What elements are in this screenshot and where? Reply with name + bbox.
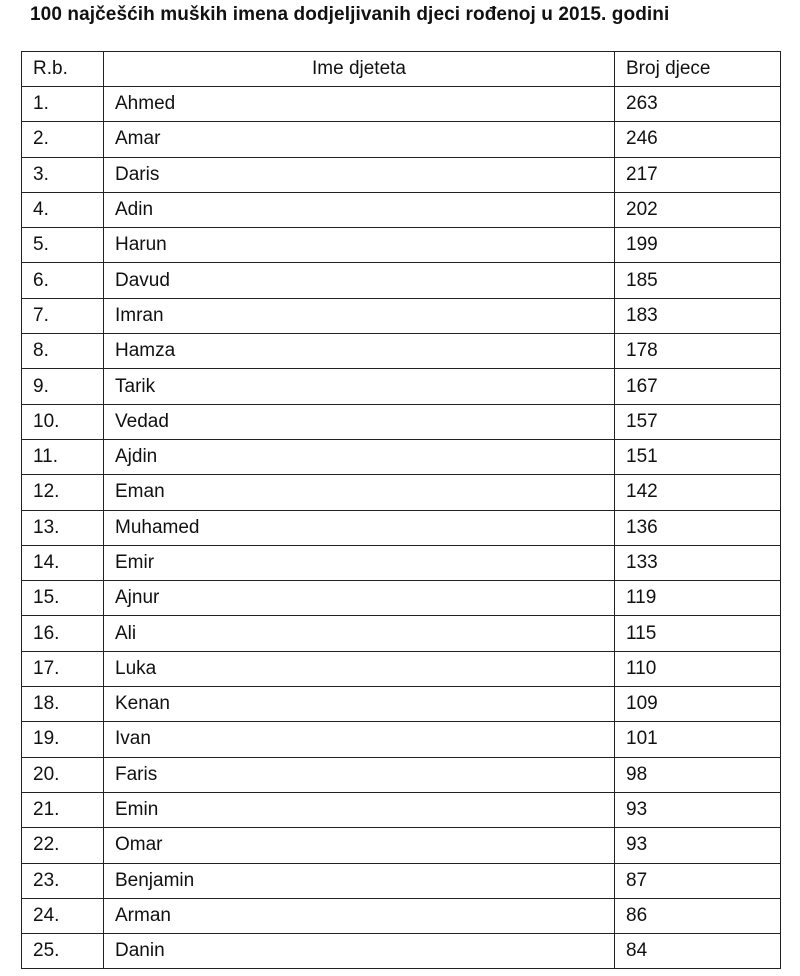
table-row bbox=[22, 687, 781, 722]
count-cell: 136 bbox=[615, 510, 781, 545]
name-cell: Ali bbox=[104, 616, 615, 651]
rank-cell: 13. bbox=[22, 510, 104, 545]
table-row bbox=[22, 934, 781, 969]
name-cell: Tarik bbox=[104, 369, 615, 404]
rank-cell: 22. bbox=[22, 828, 104, 863]
table-row bbox=[22, 581, 781, 616]
count-cell: 93 bbox=[615, 792, 781, 827]
table-body bbox=[22, 87, 781, 969]
rank-cell: 25. bbox=[22, 934, 104, 969]
count-cell: 101 bbox=[615, 722, 781, 757]
count-cell: 86 bbox=[615, 898, 781, 933]
count-cell: 142 bbox=[615, 475, 781, 510]
count-cell: 202 bbox=[615, 192, 781, 227]
rank-cell: 11. bbox=[22, 439, 104, 474]
document-title: 100 najčešćih muških imena dodjeljivanih djeci rođenoj u 2015. godini bbox=[30, 4, 670, 25]
name-cell: Muhamed bbox=[104, 510, 615, 545]
names-table bbox=[21, 51, 781, 969]
count-cell: 185 bbox=[615, 263, 781, 298]
count-cell: 93 bbox=[615, 828, 781, 863]
name-cell: Arman bbox=[104, 898, 615, 933]
rank-cell: 21. bbox=[22, 792, 104, 827]
name-cell: Amar bbox=[104, 122, 615, 157]
name-cell: Harun bbox=[104, 228, 615, 263]
header-name: Ime djeteta bbox=[104, 52, 615, 87]
table-row bbox=[22, 439, 781, 474]
name-cell: Eman bbox=[104, 475, 615, 510]
name-cell: Danin bbox=[104, 934, 615, 969]
rank-cell: 2. bbox=[22, 122, 104, 157]
rank-cell: 23. bbox=[22, 863, 104, 898]
rank-cell: 5. bbox=[22, 228, 104, 263]
table-row bbox=[22, 757, 781, 792]
name-cell: Imran bbox=[104, 298, 615, 333]
name-cell: Ajdin bbox=[104, 439, 615, 474]
name-cell: Ivan bbox=[104, 722, 615, 757]
rank-cell: 1. bbox=[22, 87, 104, 122]
table-row bbox=[22, 157, 781, 192]
table-row bbox=[22, 404, 781, 439]
rank-cell: 7. bbox=[22, 298, 104, 333]
rank-cell: 20. bbox=[22, 757, 104, 792]
name-cell: Daris bbox=[104, 157, 615, 192]
count-cell: 246 bbox=[615, 122, 781, 157]
count-cell: 84 bbox=[615, 934, 781, 969]
table-row bbox=[22, 792, 781, 827]
count-cell: 199 bbox=[615, 228, 781, 263]
count-cell: 133 bbox=[615, 545, 781, 580]
count-cell: 87 bbox=[615, 863, 781, 898]
rank-cell: 3. bbox=[22, 157, 104, 192]
rank-cell: 17. bbox=[22, 651, 104, 686]
table-row bbox=[22, 616, 781, 651]
table-row bbox=[22, 263, 781, 298]
table-row bbox=[22, 87, 781, 122]
table-header-row bbox=[22, 52, 781, 87]
rank-cell: 14. bbox=[22, 545, 104, 580]
table-row bbox=[22, 122, 781, 157]
name-cell: Davud bbox=[104, 263, 615, 298]
count-cell: 151 bbox=[615, 439, 781, 474]
name-cell: Omar bbox=[104, 828, 615, 863]
table-row bbox=[22, 192, 781, 227]
table-row bbox=[22, 298, 781, 333]
header-count: Broj djece bbox=[615, 52, 781, 87]
header-rank: R.b. bbox=[22, 52, 104, 87]
name-cell: Luka bbox=[104, 651, 615, 686]
table-row bbox=[22, 898, 781, 933]
rank-cell: 12. bbox=[22, 475, 104, 510]
name-cell: Vedad bbox=[104, 404, 615, 439]
table-row bbox=[22, 863, 781, 898]
count-cell: 115 bbox=[615, 616, 781, 651]
name-cell: Ahmed bbox=[104, 87, 615, 122]
rank-cell: 4. bbox=[22, 192, 104, 227]
table-row bbox=[22, 510, 781, 545]
count-cell: 119 bbox=[615, 581, 781, 616]
count-cell: 98 bbox=[615, 757, 781, 792]
rank-cell: 15. bbox=[22, 581, 104, 616]
rank-cell: 6. bbox=[22, 263, 104, 298]
rank-cell: 16. bbox=[22, 616, 104, 651]
table-row bbox=[22, 722, 781, 757]
count-cell: 110 bbox=[615, 651, 781, 686]
table-row bbox=[22, 828, 781, 863]
rank-cell: 24. bbox=[22, 898, 104, 933]
count-cell: 167 bbox=[615, 369, 781, 404]
table-row bbox=[22, 228, 781, 263]
count-cell: 183 bbox=[615, 298, 781, 333]
rank-cell: 18. bbox=[22, 687, 104, 722]
table-row bbox=[22, 369, 781, 404]
table-row bbox=[22, 545, 781, 580]
name-cell: Emir bbox=[104, 545, 615, 580]
count-cell: 178 bbox=[615, 334, 781, 369]
name-cell: Kenan bbox=[104, 687, 615, 722]
table-row bbox=[22, 651, 781, 686]
count-cell: 109 bbox=[615, 687, 781, 722]
name-cell: Adin bbox=[104, 192, 615, 227]
name-cell: Benjamin bbox=[104, 863, 615, 898]
count-cell: 263 bbox=[615, 87, 781, 122]
name-cell: Emin bbox=[104, 792, 615, 827]
name-cell: Ajnur bbox=[104, 581, 615, 616]
count-cell: 217 bbox=[615, 157, 781, 192]
table-row bbox=[22, 475, 781, 510]
name-cell: Faris bbox=[104, 757, 615, 792]
rank-cell: 19. bbox=[22, 722, 104, 757]
rank-cell: 8. bbox=[22, 334, 104, 369]
name-cell: Hamza bbox=[104, 334, 615, 369]
rank-cell: 10. bbox=[22, 404, 104, 439]
rank-cell: 9. bbox=[22, 369, 104, 404]
table-row bbox=[22, 334, 781, 369]
count-cell: 157 bbox=[615, 404, 781, 439]
